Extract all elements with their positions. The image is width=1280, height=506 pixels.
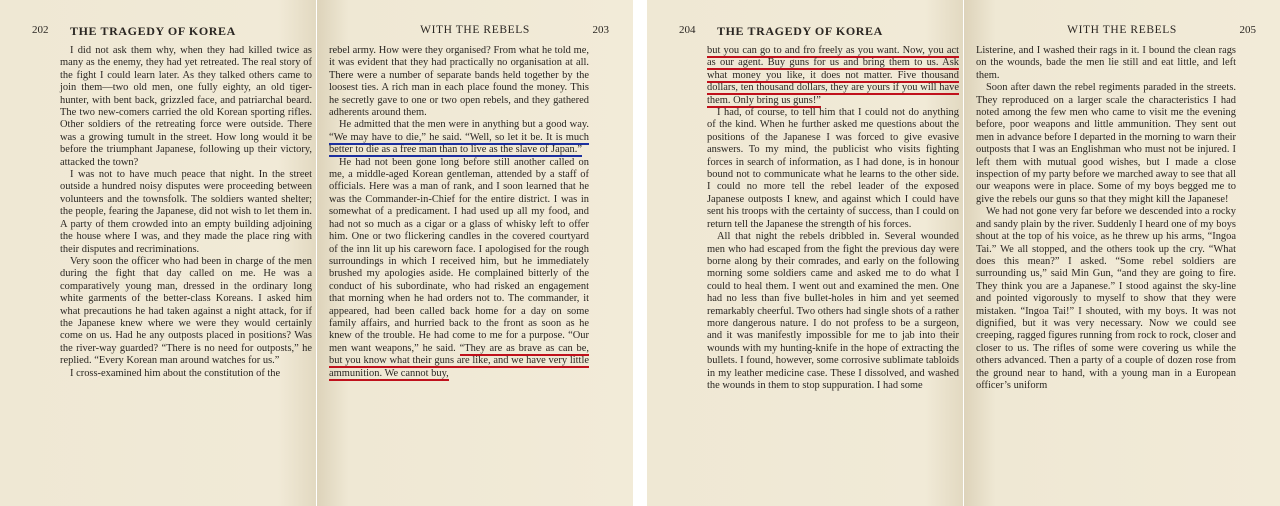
right-spread [647,0,1280,506]
page-text [329,45,589,380]
running-head: WITH THE REBELS [420,24,530,36]
page-text [60,45,312,380]
paragraph: I did not ask them why, when they had killed twice as many as the enemy, they had yet retreated. The real story of the fight I could learn later. As they talked others came to join them—two old men, one fully eighty, an old tiger-hunter, with bent back, grizzled face, and patriarchal beard. The two new-comers carried the old Korean sporting rifles. Other soldiers of the retreating force were outside. There was a growing tumult in the street. How long would it be before the triumphant Japanese, following up their victory, attacked the town? [60,45,312,168]
plain-text: He had not been gone long before still another called on me, a middle-aged Korean gentleman, attended by a staff of officials. Here was a man of rank, and I soon learned that he was the Commander-in-Chief for the entire district. I was in somewhat of a predicament. I had used up all my food, and had not so much as a cigar or a glass of whisky left to offer him. One or two flickering candles in the covered courtyard of the inn lit up his careworn face. I apologised for the rough surroundings in which I received him, but he immediately brushed my apologies aside. He complained bitterly of the conduct of his subordinate, who had risked an engagement that morning when he had orders not to. The commander, it appeared, had been called back home for a day on some family affairs, and hurried back to the front as soon as he knew of the trouble. He had come to me for a purpose. “Our men want weapons,” he said. [329,156,589,354]
page-header [964,24,1280,40]
page-number: 204 [679,24,696,36]
page-number: 205 [1239,24,1256,36]
plain-text: He admitted that the men were in anything but a good way. [339,119,589,131]
paragraph: I was not to have much peace that night. In the street outside a hundred noisy disputes were proceeding between volunteers and the townsfolk. The soldiers wanted shelter; the people, fearing the Japanese, did not wish to let them in. A party of them crowded into an empty building adjoining the house where I was, and they made the place ring with their disputes and recriminations. [60,169,312,255]
page-text [707,45,959,392]
paragraph: rebel army. How were they organised? From what he told me, it was evident that they had practically no organisation at all. There were a number of separate bands held together by the loosest ties. A rich man in each place found the money. This he secretly gave to one or two open rebels, and they gathered adherents around them. [329,45,589,119]
page-203 [317,0,633,506]
page-205 [964,0,1280,506]
paragraph: All that night the rebels dribbled in. Several wounded men who had escaped from the fight the previous day were borne along by their comrades, and early on the following morning some soldiers came and asked me to do what I could to heal them. I went out and examined the men. One had no less than five bullet-holes in him and yet seemed remarkably cheerful. Two others had single shots of a rather more dangerous nature. I do not profess to be a surgeon, and it was manifestly impossible for me to jab into their wounds with my hunting-knife in the hope of extracting the bullets. I found, however, some corrosive sublimate tabloids in my leather medicine case. These I dissolved, and washed the wounds in them to stop suppuration. I had some [707,231,959,391]
running-head: THE TRAGEDY OF KOREA [70,24,236,38]
paragraph [329,157,589,380]
running-head: THE TRAGEDY OF KOREA [717,24,883,38]
page-202 [0,0,316,506]
paragraph: Listerine, and I washed their rags in it. I bound the clean rags on the wounds, bade the men lie still and eat little, and left them. [976,45,1236,81]
left-spread [0,0,633,506]
paragraph: We had not gone very far before we descended into a rocky and sandy plain by the river. Suddenly I heard one of my boys shout at the top of his voice, as he threw up his arms, “Ingoa Tai.” We all stopped, and the others took up the cry. “What does this mean?” I asked. “Some rebel soldiers are surrounding us,” said Min Gun, “and they are going to fire. They think you are a Japanese.” I stood against the sky-line and pointed vigorously to myself to show that they were mistaken. “Ingoa Tai!” I shouted, with my boys. It was not dignified, but it was very necessary. Now we could see creeping, ragged figures running from rock to rock, closer and closer to us. The rifles of some were covering us while the others advanced. Then a party of a couple of dozen rose from the ground near to hand, with a young man in a European officer’s uniform [976,206,1236,391]
blue-underlined-quote: “We may have to die,” he said. “Well, so let it be. It is much better to die as a free man than to live as the slave of Japan.” [329,131,589,156]
page-header [0,24,316,40]
page-text [976,45,1236,392]
red-underlined-quote: but you can go to and fro freely as you want. Now, you act as our agent. Buy guns for us and bring them to us. Ask what money you like, it does not matter. Five thousand dollars, ten thousand dollars, they are yours if you will have them. Only bring us guns!” [707,45,959,106]
paragraph: I had, of course, to tell him that I could not do anything of the kind. When he further asked me questions about the positions of the Japanese I was forced to give evasive answers. To my mind, the publicist who visits fighting forces in search of information, as I had done, is in honour bound not to communicate what he learns to the other side. I could no more tell the rebel leader of the exposed Japanese outposts I knew, and against which I could have sent his troops with the certainty of success, than I could on return tell the Japanese the strength of his forces. [707,107,959,230]
paragraph [329,119,589,156]
paragraph: Soon after dawn the rebel regiments paraded in the streets. They reproduced on a larger scale the characteristics I had noted among the few men who came to visit me the evening before, poor weapons and little ammunition. They sent out men in advance before I departed in the morning to warn their outposts that I was an Englishman who must not be injured. I left them with mutual good wishes, but I made a close inspection of my party before we marched away to see that all our weapons were in place. Some of my boys begged me to give the rebels our guns so that they might kill the Japanese! [976,82,1236,205]
page-number: 202 [32,24,49,36]
page-header [317,24,633,40]
paragraph: I cross-examined him about the constitution of the [70,367,281,379]
paragraph: Very soon the officer who had been in charge of the men during the fight that day called on me. He was a comparatively young man, dressed in the ordinary long white garments of the better-class Koreans. I asked him what precautions he had taken against a night attack, for if the Japanese knew where we were they would certainly come on us. Had he any outposts placed in positions? Was the river-way guarded? “There is no need for outposts,” he replied. “Every Korean man around watches for us.” [60,255,312,367]
page-header [647,24,963,40]
page-number: 203 [592,24,609,36]
paragraph [707,45,959,107]
red-underlined-quote: “They are as brave as can be, but you know what their guns are like, and we have very little ammunition. We cannot buy, [329,342,589,379]
page-204 [647,0,963,506]
running-head: WITH THE REBELS [1067,24,1177,36]
